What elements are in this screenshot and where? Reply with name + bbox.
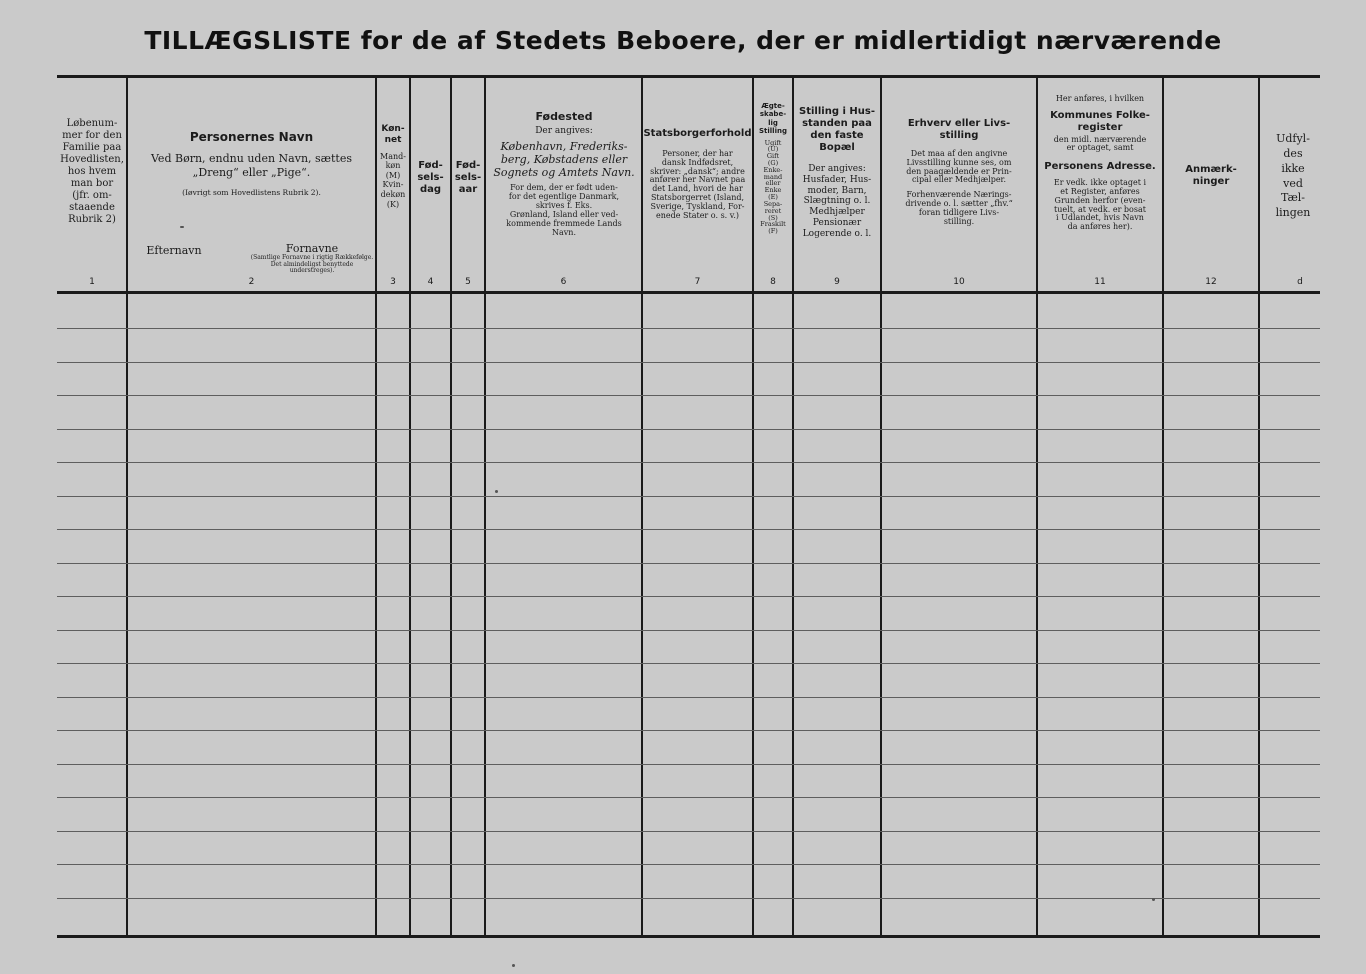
col11-text2: Er vedk. ikke optaget i et Register, anføres Grunden herfor (even- tuelt, at vedk. er bosat i Udlandet, hvis Navn da anføres her). <box>1053 178 1147 232</box>
entry-row-rule <box>57 764 1320 765</box>
entry-row-rule <box>57 395 1320 396</box>
col2-header <box>130 130 373 197</box>
col-d-header <box>1260 132 1326 221</box>
col3-title: Køn- net <box>381 124 405 145</box>
col10-title: Erhverv eller Livs- stilling <box>907 118 1011 141</box>
col2-title: Personernes Navn <box>189 130 314 144</box>
column-divider <box>450 78 452 935</box>
col7-header <box>643 128 752 220</box>
entry-row-rule <box>57 898 1320 899</box>
col6-text3: For dem, der er født uden- for det egentlige Danmark, skrives f. Eks. Grønland, Island eller ved- kommende fremmede Lands Navn. <box>506 182 622 238</box>
entry-row-rule <box>57 663 1320 664</box>
col7-text: Personer, der har dansk Indfødsret, skriver: „dansk“; andre anfører her Navnet paa det Land, hvori de har Statsborgerret (Island, Sverige, Tyskland, For- enede Stater o. s. v.) <box>649 149 746 220</box>
entry-row-rule <box>57 596 1320 597</box>
speck <box>180 226 184 228</box>
col10-text2: Forhenværende Nærings- drivende o. l. sætter „fhv.“ foran tidligere Livs- stilling. <box>905 190 1013 226</box>
col-number: 12 <box>1205 277 1217 287</box>
col2-subhead-right <box>250 242 374 275</box>
col8-header <box>754 102 792 235</box>
col2-note: (Iøvrigt som Hovedlistens Rubrik 2). <box>182 187 321 197</box>
col3-header <box>377 124 409 209</box>
col-number: 4 <box>427 277 434 287</box>
top-rule <box>57 75 1320 78</box>
speck <box>495 490 498 493</box>
col5-header <box>452 160 484 196</box>
entry-row-rule <box>57 496 1320 497</box>
entry-row-rule <box>57 864 1320 865</box>
col12-header <box>1164 164 1258 188</box>
bottom-rule <box>57 935 1320 938</box>
col-number: 3 <box>390 277 396 287</box>
column-divider <box>1162 78 1164 935</box>
col4-header <box>411 160 450 196</box>
entry-row-rule <box>57 328 1320 329</box>
col11-title2: Personens Adresse. <box>1044 161 1156 173</box>
entry-row-rule <box>57 730 1320 731</box>
col11-pre: Her anføres, i hvilken <box>1055 94 1145 103</box>
col9-text: Der angives: Husfader, Hus- moder, Barn, Slægtning o. l. Medhjælper Pensionær Logerende o. l. <box>802 164 872 239</box>
entry-row-rule <box>57 563 1320 564</box>
entry-row-rule <box>57 462 1320 463</box>
column-divider <box>409 78 411 935</box>
column-divider <box>484 78 486 935</box>
col2-text: Ved Børn, endnu uden Navn, sættes „Dreng“ eller „Pige“. <box>151 152 352 179</box>
entry-row-rule <box>57 831 1320 832</box>
entry-row-rule <box>57 697 1320 698</box>
col6-title: Fødested <box>535 110 593 123</box>
col8-title: Ægte- skabe- lig Stilling <box>759 102 787 136</box>
col11-text: den midl. nærværende er optaget, samt <box>1053 134 1147 153</box>
col1-header <box>57 118 127 226</box>
col-number: 8 <box>770 277 776 287</box>
entry-row-rule <box>57 362 1320 363</box>
col-number: 7 <box>694 277 701 287</box>
col9-header <box>794 106 880 240</box>
entry-row-rule <box>57 630 1320 631</box>
speck <box>512 964 515 967</box>
col1-text: Løbenum- mer for den Familie paa Hovedlisten, hos hvem man bor (jfr. om- staaende Rubrik 2) <box>60 118 124 225</box>
col6-text2: København, Frederiks- berg, Købstadens eller Sognets og Amtets Navn. <box>493 139 635 180</box>
col2-surname-label: Efternavn <box>146 244 202 257</box>
col6-header <box>487 110 641 238</box>
col2-given-names-label: Fornavne <box>285 242 339 255</box>
col9-title: Stilling i Hus- standen paa den faste Bopæl <box>799 106 875 153</box>
col-d-text: Udfyl- des ikke ved Tæl- lingen <box>1275 132 1311 220</box>
col-number: d <box>1297 277 1303 287</box>
col11-header <box>1038 94 1162 232</box>
col-number: 2 <box>248 277 255 287</box>
col3-text: Mand- køn (M) Kvin- dekøn (K) <box>380 151 406 209</box>
speck <box>1152 898 1155 901</box>
entry-row-rule <box>57 529 1320 530</box>
col-number: 5 <box>465 277 471 287</box>
header-bottom-rule <box>57 291 1320 294</box>
entry-row-rule <box>57 429 1320 430</box>
col10-header <box>882 118 1036 226</box>
col2-given-names-note: (Samtlige Fornavne i rigtig Rækkefølge. Det almindeligst benyttede understreges). <box>250 254 374 275</box>
col10-text: Det maa af den angivne Livsstilling kunne ses, om den paagældende er Prin- cipal eller Medhjælper. <box>906 149 1012 185</box>
entry-row-rule <box>57 797 1320 798</box>
col-number: 6 <box>560 277 567 287</box>
col5-title: Fød- sels- aar <box>454 160 482 195</box>
col-number: 10 <box>953 277 965 287</box>
col8-text: Ugift (U) Gift (G) Enke- mand eller Enke (E) Sepa- reret (S) Fraskilt (F) <box>760 138 786 235</box>
col12-title: Anmærk- ninger <box>1185 164 1237 187</box>
col6-text: Der angives: <box>535 126 593 137</box>
col11-title: Kommunes Folke- register <box>1050 109 1150 133</box>
form-title: TILLÆGSLISTE for de af Stedets Beboere, der er midlertidigt nærværende <box>144 26 1222 55</box>
col4-title: Fød- sels- dag <box>417 160 444 195</box>
col7-title: Statsborgerforhold <box>643 128 752 139</box>
col-number: 11 <box>1094 277 1106 287</box>
col-number: 1 <box>89 277 95 287</box>
col2-subhead-left <box>134 244 214 257</box>
col-number: 9 <box>834 277 840 287</box>
